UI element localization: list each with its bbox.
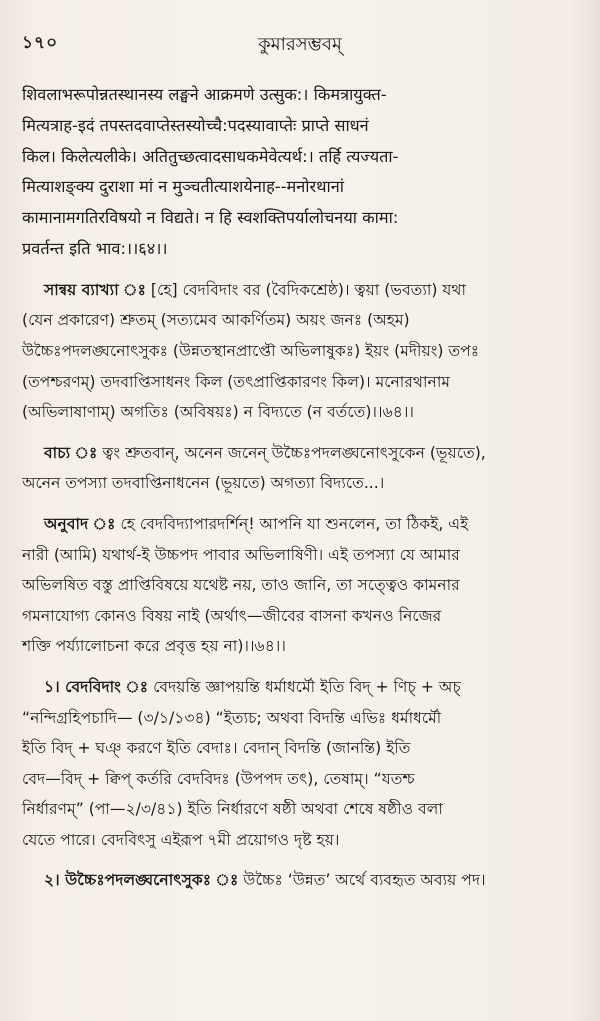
note-2-paragraph (22, 865, 584, 896)
page-header (22, 30, 578, 60)
note-2-line: উচ্চৈঃ ‘উন্নত’ অর্থে ব্যবহৃত অব্যয় পদ। (238, 871, 486, 890)
anubad-line: গমনাযোগ্য কোনও বিষয় নাই (অর্থাৎ—জীবের বাসনা কখনও নিজের (22, 606, 442, 625)
commentary-line: कामानामगतिरविषयो न विद्यते। न हि स्वशक्तिपर्यालोचनया कामा: (22, 208, 399, 228)
commentary-line: किल। किलेत्यलीके। अतितुच्छत्वादसाधकमेवेत्यर्थ:। तर्हि त्यज्यता- (22, 146, 399, 166)
anvaya-line: (অভিলাষাণাম্) অগতিঃ (অবিষয়ঃ) ন বিদ্যতে (ন বর্ততে)।।৬৪।। (22, 403, 414, 422)
page-number: ১৭০ (22, 33, 59, 53)
note-1-line: “নন্দিগ্রহিপচাদি— (৩/১/১৩৪) “ইত্যচ; অথবা বিদন্তি এভিঃ ধর্মাধর্মৌ (22, 708, 442, 727)
anubad-line: হে বেদবিদ্যাপারদর্শিন্! আপনি যা শুনলেন, তা ঠিকই, এই (115, 514, 469, 533)
note-1-line: বেদয়ন্তি জ্ঞাপয়ন্তি ধর্মাধর্মৌ ইতি বিদ্ + ণিচ্ + অচ্ (148, 677, 461, 696)
sanskrit-commentary (22, 80, 584, 265)
page-content (22, 80, 584, 896)
commentary-line: मित्यत्राह-इदं तपस्तदवाप्तेस्तस्योच्चै:पदस्यावाप्तेः प्राप्ते साधनं (22, 115, 369, 135)
running-title: কুমারসম্ভবম্ (258, 34, 342, 55)
anubad-line: নারী (আমি) যথার্থ-ই উচ্চপদ পাবার অভিলাষিণী। এই তপস্যা যে আমার (22, 545, 460, 564)
vachya-line: ত্বং শ্রুতবান্, অনেন জনেন্ উচ্চৈঃপদলঙ্ঘনোৎসুকেন (ভূয়তে), (97, 443, 486, 462)
commentary-line: प्रवर्तन्त इति भाव:।।६४।। (22, 238, 168, 258)
commentary-line: शिवलाभरूपोन्नतस्थानस्य लङ्घने आक्रमणे उत्सुक:। किमत्रायुक्त- (22, 85, 387, 104)
commentary-line: मित्याशङ्क्य दुराशा मां न मुञ्चतीत्याशयेनाह--मनोरथानां (22, 177, 344, 197)
anubad-label: অনুবাদ ঃ (44, 514, 116, 533)
anvaya-paragraph (22, 275, 584, 428)
anubad-line: অভিলষিত বস্তু প্রাপ্তিবিষয়ে যথেষ্ট নয়, তাও জানি, তা সত্ত্বেও কামনার (22, 576, 460, 595)
vachya-line: অনেন তপস্যা তদবাপ্তিনাধনেন (ভূয়তে) অগত্যা বিদ্যতে...। (22, 474, 385, 493)
note-2-label: ২। উচ্চৈঃপদলঙ্ঘনোৎসুকঃ ঃ (44, 871, 239, 890)
anvaya-line: উচ্চৈঃপদলঙ্ঘনোৎসুকঃ (উন্নতস্থানপ্রাপ্তৌ অভিলাষুকঃ) ইয়ং (মদীয়ং) তপঃ (22, 341, 480, 360)
anvaya-line: (তপশ্চরণম্) তদবাপ্তিসাধনং কিল (তৎপ্রাপ্তিকারণং কিল)। মনোরথানাম (22, 372, 451, 391)
note-1-paragraph (22, 672, 584, 856)
note-1-line: যেতে পারে। বেদবিৎসু এইরূপ ৭মী প্রয়োগও দৃষ্ট হয়। (22, 830, 340, 849)
anvaya-label: সান্বয় ব্যাখ্যা ঃ (44, 280, 146, 299)
note-1-line: বেদ—বিদ্ + ক্বিপ্ কর্তরি বেদবিদঃ (উপপদ তৎ), তেষাম্। “যতশ্চ (22, 769, 415, 788)
note-1-label: ১। বেদবিদাং ঃ (44, 677, 149, 696)
vachya-paragraph (22, 438, 584, 499)
anubad-line: শক্তি পর্য্যালোচনা করে প্রবৃত্ত হয় না)।।৬৪।। (22, 637, 286, 656)
note-1-line: ইতি বিদ্ + ঘঞ্ করণে ইতি বেদাঃ। বেদান্ বিদন্তি (জানন্তি) ইতি (22, 739, 411, 758)
note-1-line: নির্ধারণম্” (পা—২/৩/৪১) ইতি নির্ধারণে ষষ্ঠী অথবা শেষে ষষ্ঠীও বলা (22, 800, 443, 819)
anvaya-line: (যেন প্রকারেণ) শ্রুতম্ (সত্যমেব আকর্ণিতম) অয়ং জনঃ (অহম) (22, 311, 410, 330)
anvaya-line: [হে] বেদবিদাং বর (বৈদিকশ্রেষ্ঠ)। ত্বয়া (ভবত্যা) যথা (145, 280, 467, 299)
anubad-paragraph (22, 509, 584, 662)
vachya-label: বাচ্য ঃ (44, 443, 98, 462)
